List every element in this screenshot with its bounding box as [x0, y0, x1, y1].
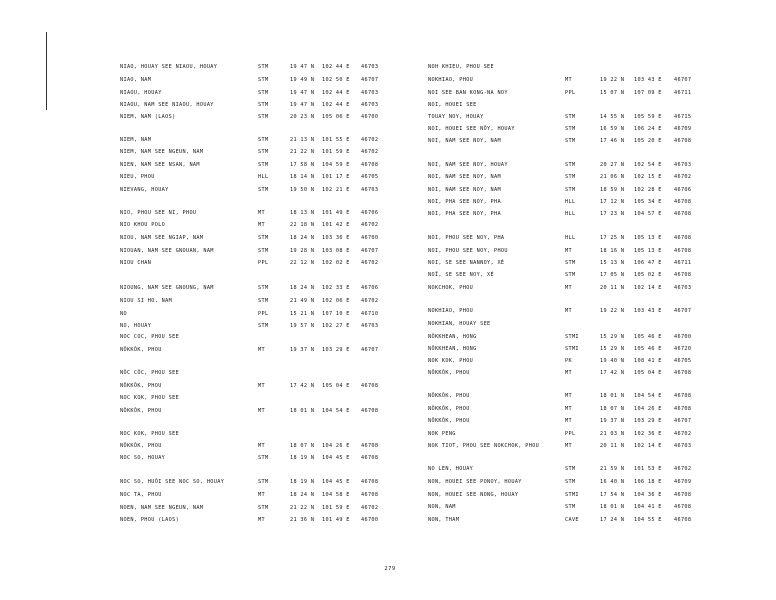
- entry-lat: 18 13 N: [290, 210, 315, 216]
- entry-name: NOEN, NAM SEE NGEUN, NAM: [120, 505, 204, 511]
- entry-name: NOC SO, HUÔI SEE NOC SO, HOUAY: [120, 479, 225, 485]
- entry-lon: 102 02 E: [322, 260, 350, 266]
- entry-type: STM: [258, 285, 269, 291]
- entry-type: STM: [565, 479, 576, 485]
- entry-name: NOK KOK, PHOU: [428, 358, 474, 364]
- entry-type: STM: [258, 64, 269, 70]
- entry-map: 46708: [674, 492, 692, 498]
- entry-lat: 21 59 N: [600, 466, 625, 472]
- entry-lon: 102 44 E: [322, 102, 350, 108]
- entry-type: MT: [258, 210, 265, 216]
- entry-lon: 102 21 E: [322, 187, 350, 193]
- entry-type: STM: [258, 162, 269, 168]
- entry-map: 46700: [674, 334, 692, 340]
- entry-name: TOUAY NOY, HOUAY: [428, 114, 484, 120]
- entry-name: NOKHIAO, PHOU: [428, 308, 474, 314]
- entry-name: NON, HOUEI SEE NONG, HOUAY: [428, 492, 519, 498]
- entry-lon: 102 44 E: [322, 64, 350, 70]
- entry-type: STM: [258, 455, 269, 461]
- entry-lat: 14 55 N: [600, 114, 625, 120]
- entry-type: MT: [258, 383, 265, 389]
- entry-lon: 102 36 E: [634, 431, 662, 437]
- entry-name: NÔKKÔK, PHOU: [120, 383, 162, 389]
- entry-name: NIAO, NAM: [120, 77, 152, 83]
- entry-lat: 19 37 N: [600, 418, 625, 424]
- entry-lat: 22 12 N: [290, 260, 315, 266]
- entry-name: NON, THAM: [428, 517, 460, 523]
- entry-name: NIO, PHOU SEE NI, PHOU: [120, 210, 197, 216]
- entry-map: 46703: [361, 102, 379, 108]
- entry-lon: 101 59 E: [322, 149, 350, 155]
- entry-lat: 21 06 N: [600, 174, 625, 180]
- entry-type: STM: [258, 90, 269, 96]
- entry-lon: 105 06 E: [322, 114, 350, 120]
- entry-lat: 18 59 N: [600, 187, 625, 193]
- entry-lon: 105 04 E: [634, 370, 662, 376]
- entry-lon: 102 27 E: [322, 323, 350, 329]
- entry-lat: 15 21 N: [290, 311, 315, 317]
- entry-map: 46708: [674, 235, 692, 241]
- entry-lon: 101 42 E: [322, 222, 350, 228]
- entry-map: 46708: [674, 199, 692, 205]
- entry-type: STM: [565, 272, 576, 278]
- entry-lon: 104 41 E: [634, 504, 662, 510]
- entry-type: STMI: [565, 334, 579, 340]
- entry-lon: 105 02 E: [634, 272, 662, 278]
- entry-lat: 18 01 N: [290, 408, 315, 414]
- entry-map: 46708: [361, 455, 379, 461]
- entry-lat: 17 58 N: [290, 162, 315, 168]
- entry-map: 46708: [674, 211, 692, 217]
- entry-lon: 107 10 E: [322, 311, 350, 317]
- entry-map: 46702: [674, 466, 692, 472]
- entry-type: MT: [258, 222, 265, 228]
- entry-lon: 108 41 E: [634, 358, 662, 364]
- entry-type: MT: [258, 492, 265, 498]
- entry-lat: 21 22 N: [290, 505, 315, 511]
- entry-lat: 19 47 N: [290, 90, 315, 96]
- entry-name: NIEM, NAM (LAOS): [120, 114, 176, 120]
- entry-lon: 105 59 E: [634, 114, 662, 120]
- entry-name: NOH KHIEU, PHOU SEE: [428, 64, 494, 70]
- entry-map: 46708: [361, 443, 379, 449]
- entry-lat: 17 23 N: [600, 211, 625, 217]
- entry-name: NOÏ, SE SEE NOY, XÉ: [428, 272, 494, 278]
- entry-map: 46703: [361, 187, 379, 193]
- entry-name: NOEN, PHOU (LAOS): [120, 517, 180, 523]
- entry-name: NOC KOK, PHOU SEE: [120, 431, 180, 437]
- entry-lat: 17 42 N: [600, 370, 625, 376]
- entry-lat: 16 59 N: [600, 126, 625, 132]
- entry-lon: 104 54 E: [634, 393, 662, 399]
- entry-lon: 103 29 E: [322, 347, 350, 353]
- entry-lat: 20 11 N: [600, 443, 625, 449]
- entry-name: NOKCHOK, PHOU: [428, 285, 474, 291]
- entry-type: STM: [258, 323, 269, 329]
- entry-lon: 105 04 E: [322, 383, 350, 389]
- entry-map: 46703: [361, 90, 379, 96]
- entry-type: MT: [565, 285, 572, 291]
- entry-map: 46702: [361, 260, 379, 266]
- entry-name: NIEN, NAM SEE NSAN, NAM: [120, 162, 200, 168]
- entry-name: NOI, HOUEI SEE: [428, 102, 477, 108]
- entry-type: MT: [258, 347, 265, 353]
- entry-type: MT: [258, 408, 265, 414]
- entry-name: NIEVANG, HOUAY: [120, 187, 169, 193]
- entry-name: NOK TIOT, PHOU SEE NOKCHOK, PHOU: [428, 443, 540, 449]
- entry-lon: 104 54 E: [322, 408, 350, 414]
- entry-name: NIAOU, NAM SEE NIAOU, HOUAY: [120, 102, 214, 108]
- entry-name: NÔKKÔK, PHOU: [428, 370, 470, 376]
- entry-lat: 19 22 N: [600, 308, 625, 314]
- entry-type: HLL: [258, 174, 269, 180]
- entry-map: 46709: [674, 479, 692, 485]
- entry-type: PPL: [258, 311, 269, 317]
- entry-name: NON, NAM: [428, 504, 456, 510]
- entry-lon: 103 29 E: [634, 418, 662, 424]
- entry-name: NON, HOUEI SEE PONOY, HOUAY: [428, 479, 522, 485]
- entry-lat: 19 28 N: [290, 248, 315, 254]
- entry-type: STM: [258, 137, 269, 143]
- entry-lon: 104 55 E: [634, 517, 662, 523]
- entry-name: NOI, PHOU SEE NOY, PHOU: [428, 248, 508, 254]
- entry-name: NOKHIAO, PHOU: [428, 77, 474, 83]
- entry-lon: 102 14 E: [634, 443, 662, 449]
- entry-map: 46708: [674, 393, 692, 399]
- entry-lon: 104 58 E: [322, 492, 350, 498]
- entry-lat: 20 11 N: [600, 285, 625, 291]
- entry-map: 46708: [674, 517, 692, 523]
- entry-name: NIOU CHAN: [120, 260, 152, 266]
- entry-name: NIOU, NAM SEE NGIAP, NAM: [120, 235, 204, 241]
- entry-map: 46702: [674, 174, 692, 180]
- entry-lat: 19 49 N: [290, 77, 315, 83]
- entry-lon: 106 24 E: [634, 126, 662, 132]
- entry-type: CAVE: [565, 517, 579, 523]
- entry-lat: 21 36 N: [290, 517, 315, 523]
- entry-lat: 18 01 N: [600, 504, 625, 510]
- entry-lat: 15 07 N: [600, 90, 625, 96]
- entry-lon: 103 08 E: [322, 248, 350, 254]
- entry-map: 46711: [674, 260, 692, 266]
- entry-lat: 19 57 N: [290, 323, 315, 329]
- entry-lat: 18 19 N: [290, 479, 315, 485]
- entry-lat: 18 24 N: [290, 492, 315, 498]
- entry-lat: 21 13 N: [290, 137, 315, 143]
- entry-type: STMI: [565, 492, 579, 498]
- entry-map: 46702: [361, 137, 379, 143]
- entry-type: HLL: [565, 211, 576, 217]
- entry-lon: 102 54 E: [634, 162, 662, 168]
- entry-lat: 19 50 N: [290, 187, 315, 193]
- entry-type: STM: [258, 114, 269, 120]
- entry-lon: 102 14 E: [634, 285, 662, 291]
- entry-name: NIOUNG, NAM SEE GNOUNG, NAM: [120, 285, 214, 291]
- entry-map: 46708: [361, 162, 379, 168]
- entry-lon: 102 06 E: [322, 298, 350, 304]
- entry-name: NÔKKÔK, PHOU: [120, 443, 162, 449]
- entry-type: STMI: [565, 346, 579, 352]
- entry-name: NOI, SE SEE NANNOY, XÉ: [428, 260, 505, 266]
- entry-lat: 18 07 N: [600, 406, 625, 412]
- entry-name: NOI, PHA SEE NOY, PHA: [428, 199, 501, 205]
- entry-lat: 19 40 N: [600, 358, 625, 364]
- entry-type: MT: [565, 308, 572, 314]
- entry-lat: 15 13 N: [600, 260, 625, 266]
- entry-type: MT: [565, 77, 572, 83]
- entry-lat: 20 27 N: [600, 162, 625, 168]
- entry-lat: 17 12 N: [600, 199, 625, 205]
- entry-lon: 105 46 E: [634, 346, 662, 352]
- entry-type: MT: [565, 393, 572, 399]
- entry-lat: 18 14 N: [290, 174, 315, 180]
- entry-lat: 21 49 N: [290, 298, 315, 304]
- entry-type: MT: [565, 248, 572, 254]
- entry-lat: 18 16 N: [600, 248, 625, 254]
- entry-map: 46708: [674, 504, 692, 510]
- entry-lon: 102 50 E: [322, 77, 350, 83]
- entry-lon: 101 49 E: [322, 210, 350, 216]
- entry-map: 46707: [361, 347, 379, 353]
- entry-map: 46708: [361, 408, 379, 414]
- entry-lat: 17 54 N: [600, 492, 625, 498]
- entry-type: MT: [258, 443, 265, 449]
- entry-type: MT: [258, 517, 265, 523]
- entry-name: NO, HOUAY: [120, 323, 152, 329]
- entry-lon: 102 28 E: [634, 187, 662, 193]
- entry-map: 46706: [674, 187, 692, 193]
- entry-lon: 105 34 E: [634, 199, 662, 205]
- entry-type: STM: [565, 504, 576, 510]
- entry-type: STM: [258, 298, 269, 304]
- entry-map: 46703: [361, 64, 379, 70]
- entry-map: 46707: [361, 77, 379, 83]
- entry-lat: 19 47 N: [290, 102, 315, 108]
- entry-lon: 105 13 E: [634, 235, 662, 241]
- entry-name: NOC COC, PHOU SEE: [120, 334, 180, 340]
- entry-lat: 17 25 N: [600, 235, 625, 241]
- entry-name: NOC KOK, PHOU SEE: [120, 395, 180, 401]
- entry-lon: 103 43 E: [634, 77, 662, 83]
- entry-lat: 18 01 N: [600, 393, 625, 399]
- entry-type: STM: [258, 149, 269, 155]
- entry-map: 46705: [361, 174, 379, 180]
- entry-type: STM: [258, 102, 269, 108]
- entry-type: STM: [565, 174, 576, 180]
- entry-type: STM: [258, 479, 269, 485]
- entry-type: MT: [565, 443, 572, 449]
- entry-lat: 18 24 N: [290, 235, 315, 241]
- entry-lon: 105 13 E: [634, 248, 662, 254]
- entry-map: 46702: [361, 222, 379, 228]
- entry-type: STM: [565, 187, 576, 193]
- entry-map: 46708: [674, 272, 692, 278]
- entry-name: NÔKKÔK, PHOU: [428, 418, 470, 424]
- entry-name: NIAOU, HOUAY: [120, 90, 162, 96]
- entry-lon: 101 59 E: [322, 505, 350, 511]
- entry-name: NOC TA, PHOU: [120, 492, 162, 498]
- page-number: 279: [384, 566, 396, 572]
- entry-map: 46711: [674, 90, 692, 96]
- entry-lon: 104 45 E: [322, 455, 350, 461]
- entry-lat: 17 05 N: [600, 272, 625, 278]
- entry-map: 46703: [674, 162, 692, 168]
- entry-name: NOI, NAM SEE NOY, NAM: [428, 138, 501, 144]
- entry-lon: 102 15 E: [634, 174, 662, 180]
- entry-lon: 104 26 E: [322, 443, 350, 449]
- entry-lat: 15 29 N: [600, 334, 625, 340]
- entry-map: 46708: [361, 479, 379, 485]
- entry-name: NIO KHOU POLO: [120, 222, 166, 228]
- entry-type: STM: [258, 505, 269, 511]
- entry-lat: 15 29 N: [600, 346, 625, 352]
- entry-map: 46720: [674, 346, 692, 352]
- entry-lat: 21 22 N: [290, 149, 315, 155]
- entry-map: 46710: [361, 311, 379, 317]
- entry-name: NÔKKÔK, PHOU: [428, 406, 470, 412]
- entry-lat: 18 24 N: [290, 285, 315, 291]
- entry-map: 46700: [361, 114, 379, 120]
- entry-type: PPL: [565, 90, 576, 96]
- entry-lon: 101 55 E: [322, 137, 350, 143]
- entry-type: STM: [565, 466, 576, 472]
- entry-map: 46715: [674, 114, 692, 120]
- entry-map: 46707: [674, 418, 692, 424]
- entry-lat: 19 47 N: [290, 64, 315, 70]
- entry-type: STM: [258, 187, 269, 193]
- entry-name: NIAO, HOUAY SEE NIAOU, HOUAY: [120, 64, 218, 70]
- entry-lon: 102 33 E: [322, 285, 350, 291]
- entry-lon: 101 49 E: [322, 517, 350, 523]
- entry-type: STM: [565, 162, 576, 168]
- entry-type: HLL: [565, 199, 576, 205]
- entry-type: PK: [565, 358, 572, 364]
- entry-map: 46708: [361, 492, 379, 498]
- entry-map: 46700: [361, 235, 379, 241]
- entry-lon: 102 44 E: [322, 90, 350, 96]
- entry-type: STM: [258, 77, 269, 83]
- entry-name: NOI, NAM SEE NOY, HOUAY: [428, 162, 508, 168]
- entry-map: 46702: [361, 298, 379, 304]
- entry-map: 46706: [361, 210, 379, 216]
- entry-lon: 104 59 E: [322, 162, 350, 168]
- entry-name: NIOUAN, NAM SEE GNOUAN, NAM: [120, 248, 214, 254]
- entry-name: NÔKKÔK, PHOU: [120, 347, 162, 353]
- entry-name: NO LEN, HOUAY: [428, 466, 474, 472]
- entry-name: NOI, NAM SEE NOY, NAM: [428, 187, 501, 193]
- entry-map: 46708: [674, 406, 692, 412]
- entry-type: MT: [565, 370, 572, 376]
- entry-map: 46702: [361, 149, 379, 155]
- entry-lon: 105 20 E: [634, 138, 662, 144]
- entry-lat: 17 24 N: [600, 517, 625, 523]
- entry-map: 46707: [674, 308, 692, 314]
- entry-lat: 17 46 N: [600, 138, 625, 144]
- entry-lon: 103 36 E: [322, 235, 350, 241]
- entry-name: NOKHIAN, HOUAY SEE: [428, 321, 491, 327]
- entry-name: NOC SO, HOUAY: [120, 455, 166, 461]
- entry-type: STM: [258, 248, 269, 254]
- entry-map: 46707: [674, 77, 692, 83]
- entry-map: 46707: [361, 248, 379, 254]
- entry-lat: 18 07 N: [290, 443, 315, 449]
- entry-type: STM: [258, 235, 269, 241]
- entry-type: MT: [565, 418, 572, 424]
- entry-lon: 106 18 E: [634, 479, 662, 485]
- entry-lat: 21 03 N: [600, 431, 625, 437]
- entry-lon: 104 57 E: [634, 211, 662, 217]
- entry-lon: 107 09 E: [634, 90, 662, 96]
- entry-type: MT: [565, 406, 572, 412]
- entry-type: PPL: [258, 260, 269, 266]
- entry-name: NIEM, NAM SEE NGEUN, NAM: [120, 149, 204, 155]
- entry-name: NIOU SI HO, NAM: [120, 298, 173, 304]
- entry-map: 46703: [674, 285, 692, 291]
- entry-name: NÔKKÔK, PHOU: [120, 408, 162, 414]
- entry-map: 46705: [674, 358, 692, 364]
- entry-map: 46702: [361, 505, 379, 511]
- entry-type: PPL: [565, 431, 576, 437]
- entry-type: STM: [565, 126, 576, 132]
- entry-lat: 17 42 N: [290, 383, 315, 389]
- entry-name: NÔKKÔK, PHOU: [428, 393, 470, 399]
- entry-map: 46700: [361, 517, 379, 523]
- entry-map: 46708: [674, 138, 692, 144]
- entry-lon: 104 36 E: [634, 492, 662, 498]
- entry-name: NOI, PHA SEE NOY, PHA: [428, 211, 501, 217]
- entry-type: STM: [565, 138, 576, 144]
- entry-name: NOI, HOUEI SEE NÔY, HOUAY: [428, 126, 515, 132]
- entry-map: 46708: [361, 383, 379, 389]
- entry-lat: 20 23 N: [290, 114, 315, 120]
- entry-name: NOK PENG: [428, 431, 456, 437]
- entry-name: NÔKKHEAN, HONG: [428, 334, 477, 340]
- entry-lon: 103 43 E: [634, 308, 662, 314]
- entry-name: NOI SEE BAN KONG-NA NOY: [428, 90, 508, 96]
- entry-map: 46703: [674, 443, 692, 449]
- entry-map: 46706: [361, 285, 379, 291]
- entry-map: 46702: [674, 431, 692, 437]
- entry-name: NIEM, NAM: [120, 137, 152, 143]
- entry-lat: 19 37 N: [290, 347, 315, 353]
- entry-name: NO: [120, 311, 127, 317]
- binding-line: [46, 32, 47, 110]
- entry-name: NIEU, PHOU: [120, 174, 155, 180]
- entry-map: 46708: [674, 248, 692, 254]
- entry-lat: 22 18 N: [290, 222, 315, 228]
- entry-lat: 19 22 N: [600, 77, 625, 83]
- entry-lon: 106 47 E: [634, 260, 662, 266]
- entry-map: 46708: [674, 370, 692, 376]
- entry-name: NÔC CÔC, PHOU SEE: [120, 370, 180, 376]
- entry-map: 46703: [361, 323, 379, 329]
- entry-name: NOI, NAM SEE NOY, NAM: [428, 174, 501, 180]
- entry-map: 46709: [674, 126, 692, 132]
- entry-type: STM: [565, 114, 576, 120]
- entry-lon: 101 53 E: [634, 466, 662, 472]
- entry-type: HLL: [565, 235, 576, 241]
- entry-type: STM: [565, 260, 576, 266]
- entry-name: NÔKKHEAN, HONG: [428, 346, 477, 352]
- entry-lon: 104 26 E: [634, 406, 662, 412]
- entry-lat: 18 19 N: [290, 455, 315, 461]
- entry-lon: 105 46 E: [634, 334, 662, 340]
- entry-lon: 104 45 E: [322, 479, 350, 485]
- entry-lon: 101 17 E: [322, 174, 350, 180]
- entry-lat: 16 40 N: [600, 479, 625, 485]
- entry-name: NOI, PHOU SEE NOY, PHA: [428, 235, 505, 241]
